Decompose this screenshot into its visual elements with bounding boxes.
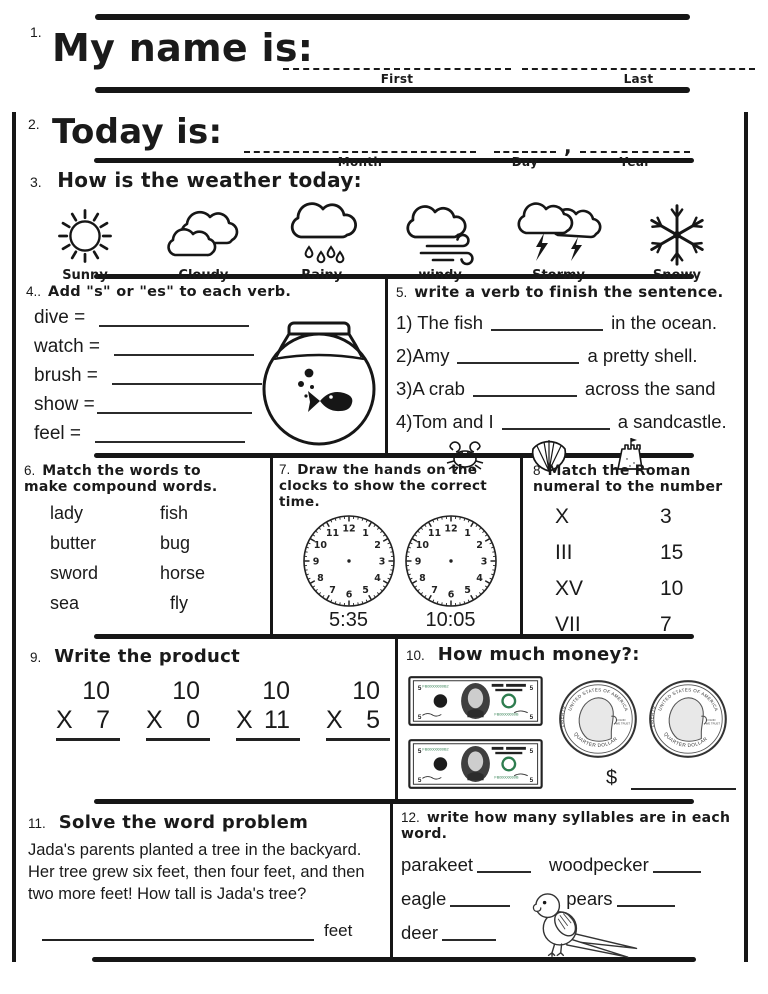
section-syllables xyxy=(393,804,744,957)
weather-label: Cloudy xyxy=(178,268,229,283)
sentence-post: a sandcastle. xyxy=(617,411,727,432)
svg-text:12: 12 xyxy=(341,523,356,535)
multiplier: 5 xyxy=(366,706,380,734)
clock-time: 10:05 xyxy=(425,609,476,631)
answer-unit-label: feet xyxy=(324,921,353,940)
weather-label: Snowy xyxy=(652,268,701,283)
verb-word: brush = xyxy=(34,365,98,386)
five-dollar-bill xyxy=(408,675,543,727)
day-label: Day xyxy=(511,155,539,169)
section-1-number: 1. xyxy=(30,24,42,40)
weather-label: Sunny xyxy=(62,268,108,283)
svg-text:10: 10 xyxy=(415,540,429,551)
section-3-number: 3. xyxy=(30,174,42,190)
section-money xyxy=(398,639,744,799)
syllable-word: pears xyxy=(566,888,613,909)
svg-text:8: 8 xyxy=(418,573,426,584)
section-weather xyxy=(16,163,744,283)
sentence-pre: 2)Amy xyxy=(396,345,450,366)
times-sign: X xyxy=(146,706,163,734)
svg-text:11: 11 xyxy=(427,527,441,539)
roman-prompt: Match the Roman numeral to the number xyxy=(533,463,723,495)
compound-left-word[interactable]: sea xyxy=(50,593,80,613)
svg-text:12: 12 xyxy=(443,523,458,535)
multiplication-problem xyxy=(236,677,300,741)
svg-text:6: 6 xyxy=(345,589,352,601)
roman-numeral[interactable]: XV xyxy=(555,577,584,600)
compound-prompt: Match the words to make compound words. xyxy=(24,463,218,495)
weather-option-snowy[interactable] xyxy=(632,201,722,283)
clouds-icon xyxy=(163,205,243,267)
rain-cloud-icon xyxy=(285,197,359,267)
svg-text:4: 4 xyxy=(475,573,483,584)
compound-left-word[interactable]: butter xyxy=(50,533,97,553)
multiplication-problem xyxy=(326,677,390,741)
product-answer-blank[interactable] xyxy=(146,738,210,741)
verb-answer-blank[interactable] xyxy=(97,396,252,414)
svg-text:11: 11 xyxy=(325,527,339,539)
quarter-coin xyxy=(648,679,728,759)
roman-numeral[interactable]: VII xyxy=(555,613,581,636)
date-comma: , xyxy=(564,134,572,158)
syllable-answer-blank[interactable] xyxy=(450,892,510,907)
clock-face[interactable] xyxy=(301,513,397,609)
compound-left-word[interactable]: sword xyxy=(50,563,99,583)
section-11-number: 11. xyxy=(28,816,46,831)
compound-right-word[interactable]: horse xyxy=(160,563,206,583)
product-answer-blank[interactable] xyxy=(326,738,390,741)
multiplicand: 10 xyxy=(262,677,290,705)
svg-text:3: 3 xyxy=(480,556,487,568)
svg-text:5: 5 xyxy=(463,585,471,597)
sentence-post: a pretty shell. xyxy=(587,345,698,366)
name-prompt: My name is: xyxy=(52,26,314,70)
syllable-answer-blank[interactable] xyxy=(653,858,701,873)
quarter-coin xyxy=(558,679,638,759)
verb-word: feel = xyxy=(34,423,82,444)
verbs-prompt: Add "s" or "es" to each verb. xyxy=(48,284,292,300)
times-sign: X xyxy=(236,706,253,734)
roman-match-number[interactable]: 15 xyxy=(660,541,684,564)
month-label: Month xyxy=(337,155,383,169)
divider-bar xyxy=(95,14,690,20)
sentence-blank[interactable] xyxy=(502,414,610,430)
sentence-pre: 3)A crab xyxy=(396,378,465,399)
svg-text:9: 9 xyxy=(312,556,319,568)
fishbowl-icon xyxy=(260,311,378,449)
verb-word: show = xyxy=(34,394,95,415)
clock-face[interactable] xyxy=(403,513,499,609)
syllable-word: woodpecker xyxy=(549,854,649,875)
svg-text:8: 8 xyxy=(316,573,324,584)
svg-text:1: 1 xyxy=(361,527,369,539)
multiplication-problem xyxy=(56,677,120,741)
year-blank[interactable] xyxy=(580,138,690,153)
weather-prompt: How is the weather today: xyxy=(57,168,362,192)
weather-label: Stormy xyxy=(532,268,586,283)
section-roman-numerals xyxy=(523,458,744,634)
first-name-label: First xyxy=(380,72,414,86)
svg-text:2: 2 xyxy=(373,540,381,551)
snowflake-icon xyxy=(645,201,709,267)
day-blank[interactable] xyxy=(494,138,556,153)
section-2-number: 2. xyxy=(28,116,40,132)
worksheet-body xyxy=(12,112,748,962)
verb-answer-blank[interactable] xyxy=(95,425,245,443)
weather-option-windy[interactable] xyxy=(395,201,485,283)
svg-text:5: 5 xyxy=(361,585,369,597)
product-answer-blank[interactable] xyxy=(236,738,300,741)
multiplicand: 10 xyxy=(352,677,380,705)
svg-text:2: 2 xyxy=(475,540,483,551)
syllable-answer-blank[interactable] xyxy=(477,858,531,873)
weather-label: windy xyxy=(418,268,462,283)
year-label: Year xyxy=(619,155,651,169)
section-12-number: 12. xyxy=(401,810,420,825)
verb-word: watch = xyxy=(34,336,101,357)
multiplicand: 10 xyxy=(82,677,110,705)
month-blank[interactable] xyxy=(244,138,476,153)
section-5-number: 5. xyxy=(396,285,408,300)
roman-match-number[interactable]: 3 xyxy=(660,505,672,528)
compound-right-word[interactable]: bug xyxy=(160,533,191,553)
sentence-post: across the sand xyxy=(584,378,716,399)
svg-text:6: 6 xyxy=(447,589,454,601)
roman-numeral[interactable]: III xyxy=(555,541,573,564)
product-prompt: Write the product xyxy=(54,646,241,667)
parakeet-icon xyxy=(525,888,647,960)
section-6-number: 6. xyxy=(24,463,36,478)
section-word-problem xyxy=(16,804,390,957)
section-8-number: 8 xyxy=(533,463,541,478)
multiplier: 11 xyxy=(264,706,290,734)
clock-time: 5:35 xyxy=(329,609,368,631)
storm-clouds-icon xyxy=(514,197,604,267)
section-date xyxy=(16,112,744,169)
word-problem-answer-blank[interactable] xyxy=(42,925,314,941)
first-name-blank[interactable] xyxy=(283,55,511,70)
svg-text:10: 10 xyxy=(313,540,327,551)
times-sign: X xyxy=(56,706,73,734)
weather-option-cloudy[interactable] xyxy=(158,205,248,283)
verb-answer-blank[interactable] xyxy=(114,338,254,356)
dollar-sign: $ xyxy=(606,767,618,789)
verb-answer-blank[interactable] xyxy=(99,309,249,327)
section-verbs xyxy=(16,279,385,453)
five-dollar-bill xyxy=(408,738,543,790)
verb-answer-blank[interactable] xyxy=(112,367,262,385)
syllable-word: deer xyxy=(401,922,439,943)
clocks-prompt: Draw the hands on the clocks to show the correct time. xyxy=(279,462,488,510)
multiplier: 7 xyxy=(96,706,110,734)
section-sentences xyxy=(388,279,744,453)
compound-right-word[interactable]: fish xyxy=(160,503,189,523)
sentence-blank[interactable] xyxy=(473,381,577,397)
syllables-prompt: write how many syllables are in each word. xyxy=(401,810,731,842)
svg-text:3: 3 xyxy=(378,556,385,568)
syllable-word: eagle xyxy=(401,888,447,909)
syllable-word: parakeet xyxy=(401,854,473,875)
section-9-number: 9. xyxy=(30,650,42,665)
compound-left-word[interactable]: lady xyxy=(50,503,84,523)
product-answer-blank[interactable] xyxy=(56,738,120,741)
last-name-label: Last xyxy=(623,72,654,86)
section-clocks xyxy=(273,458,520,634)
word-problem-text: Jada's parents planted a tree in the backyard. Her tree grew six feet, then four feet, and then two more feet! How tall is Jada's tree? xyxy=(28,841,365,903)
money-answer-blank[interactable] xyxy=(631,772,736,790)
section-7-number: 7. xyxy=(279,462,291,477)
svg-text:9: 9 xyxy=(414,556,421,568)
date-prompt: Today is: xyxy=(52,112,223,152)
svg-text:7: 7 xyxy=(328,585,336,597)
divider-bar xyxy=(95,87,690,93)
times-sign: X xyxy=(326,706,343,734)
compound-right-word[interactable]: fly xyxy=(170,593,188,613)
verb-word: dive = xyxy=(34,307,86,328)
multiplication-problem xyxy=(146,677,210,741)
sentence-pre: 4)Tom and I xyxy=(396,411,494,432)
money-prompt: How much money?: xyxy=(437,644,640,665)
multiplier: 0 xyxy=(186,706,200,734)
sentences-prompt: write a verb to finish the sentence. xyxy=(414,283,724,301)
roman-match-number[interactable]: 7 xyxy=(660,613,672,636)
weather-label: Rainy xyxy=(301,268,343,283)
wind-cloud-icon xyxy=(397,201,483,267)
sentence-pre: 1) The fish xyxy=(396,312,484,333)
word-problem-prompt: Solve the word problem xyxy=(58,812,309,833)
roman-match-number[interactable]: 10 xyxy=(660,577,684,600)
section-10-number: 10. xyxy=(406,648,425,663)
weather-option-sunny[interactable] xyxy=(40,205,130,283)
syllable-answer-blank[interactable] xyxy=(442,926,496,941)
svg-text:7: 7 xyxy=(430,585,438,597)
section-4-number: 4.. xyxy=(26,284,42,299)
sun-icon xyxy=(54,205,116,267)
last-name-blank[interactable] xyxy=(522,55,755,70)
section-multiplication xyxy=(16,639,395,799)
sentence-blank[interactable] xyxy=(457,348,579,364)
roman-numeral[interactable]: X xyxy=(555,505,570,528)
svg-text:1: 1 xyxy=(463,527,471,539)
svg-text:4: 4 xyxy=(373,573,381,584)
multiplicand: 10 xyxy=(172,677,200,705)
sentence-post: in the ocean. xyxy=(611,312,718,333)
sentence-blank[interactable] xyxy=(491,315,603,331)
section-compound-words xyxy=(16,458,270,634)
weather-option-stormy[interactable] xyxy=(514,197,604,283)
weather-option-rainy[interactable] xyxy=(277,197,367,283)
